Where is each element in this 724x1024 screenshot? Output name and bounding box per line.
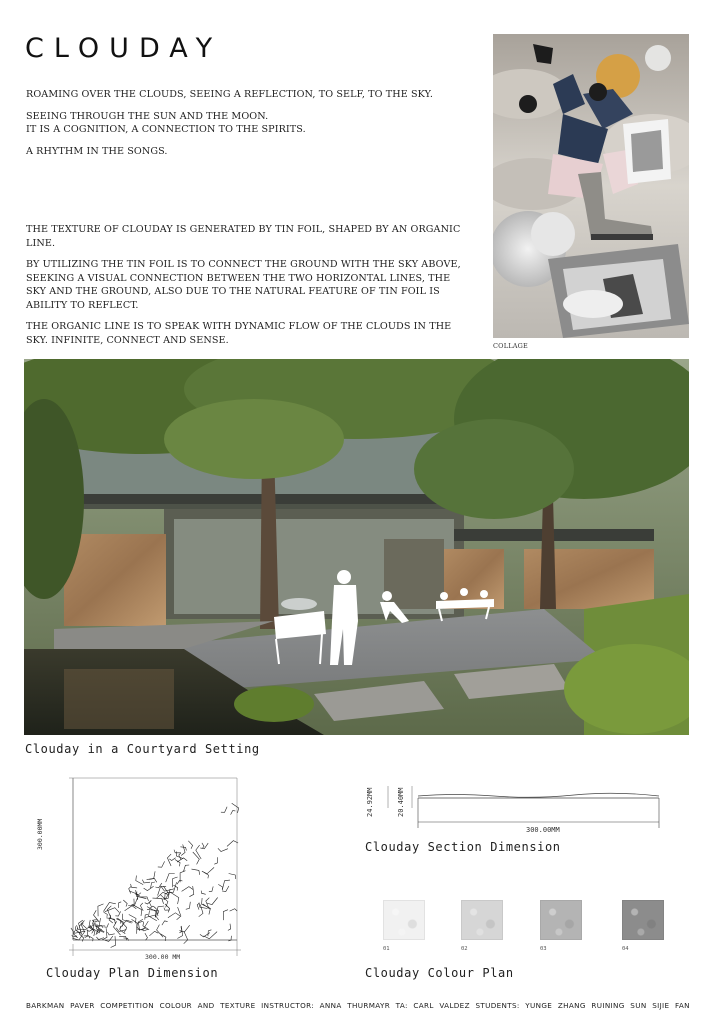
intro-text xyxy=(26,88,466,166)
colour-swatch-01 xyxy=(383,900,425,940)
plan-width-label: 300.00 MM xyxy=(145,953,181,961)
section-inner-height-label: 20.40MM xyxy=(397,787,405,817)
colour-swatch-02 xyxy=(461,900,503,940)
courtyard-caption: Clouday in a Courtyard Setting xyxy=(25,742,260,756)
colour-swatch-label-04: 04 xyxy=(622,946,629,952)
colour-swatch-label-01: 01 xyxy=(383,946,390,952)
section-total-height-label: 24.92MM xyxy=(366,787,374,817)
intro-line-3: A RHYTHM IN THE SONGS. xyxy=(26,145,168,157)
intro-line-2: SEEING THROUGH THE SUN AND THE MOON. IT IS A COGNITION, A CONNECTION TO THE SPIRITS. xyxy=(26,110,306,135)
collage-caption: COLLAGE xyxy=(493,342,528,350)
colour-plan-caption: Clouday Colour Plan xyxy=(365,966,514,980)
collage-image xyxy=(493,34,689,338)
description-text xyxy=(26,223,466,355)
plan-height-label: 300.00MM xyxy=(36,818,44,850)
section-caption: Clouday Section Dimension xyxy=(365,840,561,854)
plan-caption: Clouday Plan Dimension xyxy=(46,966,219,980)
page-title: CLOUDAY xyxy=(25,33,223,64)
section-width-label: 300.00MM xyxy=(526,826,560,834)
plan-dimension-drawing xyxy=(47,774,243,964)
colour-swatch-04 xyxy=(622,900,664,940)
intro-line-1: ROAMING OVER THE CLOUDS, SEEING A REFLECTION, TO SELF, TO THE SKY. xyxy=(26,89,434,100)
section-dimension-drawing xyxy=(364,784,664,834)
footer-credits: BARKMAN PAVER COMPETITION COLOUR AND TEXTURE INSTRUCTOR: ANNA THURMAYR TA: CARL VALDEZ STUDENTS: YUNGE ZHANG RUINING SUN SIJIE FAN xyxy=(26,1001,690,1010)
description-para-1: THE TEXTURE OF CLOUDAY IS GENERATED BY TIN FOIL, SHAPED BY AN ORGANIC LINE. xyxy=(26,224,461,249)
description-para-3: THE ORGANIC LINE IS TO SPEAK WITH DYNAMIC FLOW OF THE CLOUDS IN THE SKY. INFINITE, CONNECT AND SENSE. xyxy=(26,321,452,346)
colour-swatch-label-02: 02 xyxy=(461,946,468,952)
description-para-2: BY UTILIZING THE TIN FOIL IS TO CONNECT THE GROUND WITH THE SKY ABOVE, SEEKING A VISUAL CONNECTION BETWEEN THE TWO HORIZONTAL LINES, THE SKY AND THE GROUND, ALSO DUE TO THE NATURAL FEATURE OF TIN FOIL IS ABILITY TO REFLECT. xyxy=(26,259,461,311)
colour-swatch-label-03: 03 xyxy=(540,946,547,952)
colour-swatch-03 xyxy=(540,900,582,940)
courtyard-rendering xyxy=(24,359,689,735)
